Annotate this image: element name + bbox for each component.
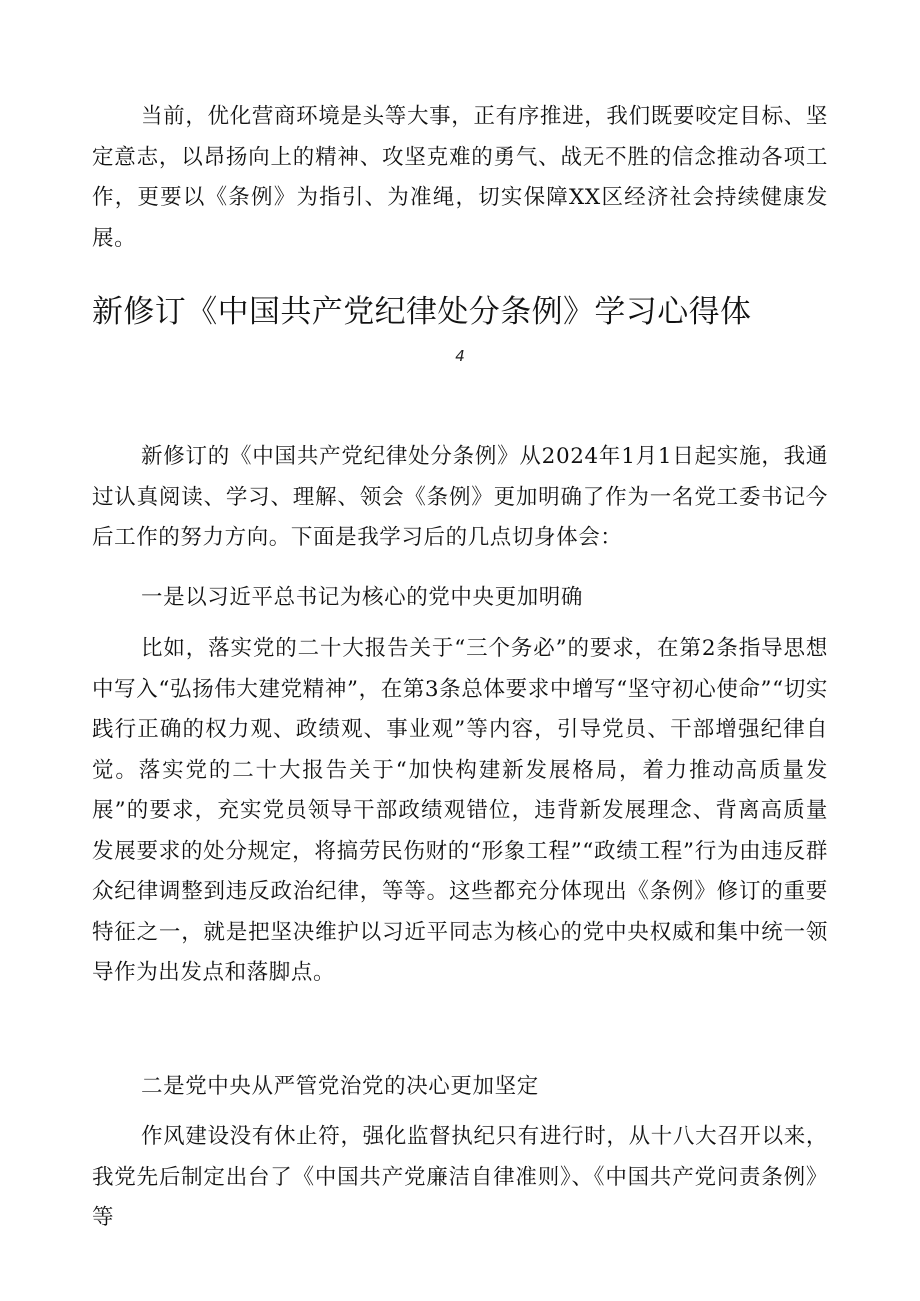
point-two-body: 作风建设没有休止符，强化监督执纪只有进行时，从十八大召开以来，我党先后制定出台了《中国共产党廉洁自律准则》、《中国共产党问责条例》等 <box>92 1124 828 1230</box>
section-number: 4 <box>455 347 465 365</box>
paragraph-intro-closing: 当前，优化营商环境是头等大事，正有序推进，我们既要咬定目标、坚定意志，以昂扬向上的精神、攻坚克难的勇气、战无不胜的信念推动各项工作，更要以《条例》为指引、为准绳，切实保障XX区经济社会持续健康发展。 <box>92 104 828 251</box>
point-one-body: 比如，落实党的二十大报告关于“三个务必”的要求，在第2条指导思想中写入“弘扬伟大建党精神”，在第3条总体要求中增写“坚守初心使命”“切实践行正确的权力观、政绩观、事业观”等内容，引导党员、干部增强纪律自觉。落实党的二十大报告关于“加快构建新发展格局，着力推动高质量发展”的要求，充实党员领导干部政绩观错位，违背新发展理念、背离高质量发展要求的处分规定，将搞劳民伤财的“形象工程”“政绩工程”行为由违反群众纪律调整到违反政治纪律，等等。这些都充分体现出《条例》修订的重要特征之一，就是把坚决维护以习近平同志为核心的党中央权威和集中统一领导作为出发点和落脚点。 <box>92 636 829 985</box>
paragraph-opening: 新修订的《中国共产党纪律处分条例》从2024年1月1日起实施，我通过认真阅读、学习、理解、领会《条例》更加明确了作为一名党工委书记今后工作的努力方向。下面是我学习后的几点切身体会： <box>92 444 828 550</box>
point-one-title: 一是以习近平总书记为核心的党中央更加明确 <box>141 585 584 610</box>
section-title: 新修订《中国共产党纪律处分条例》学习心得体 <box>92 294 752 330</box>
point-two-title: 二是党中央从严管党治党的决心更加坚定 <box>141 1074 539 1099</box>
